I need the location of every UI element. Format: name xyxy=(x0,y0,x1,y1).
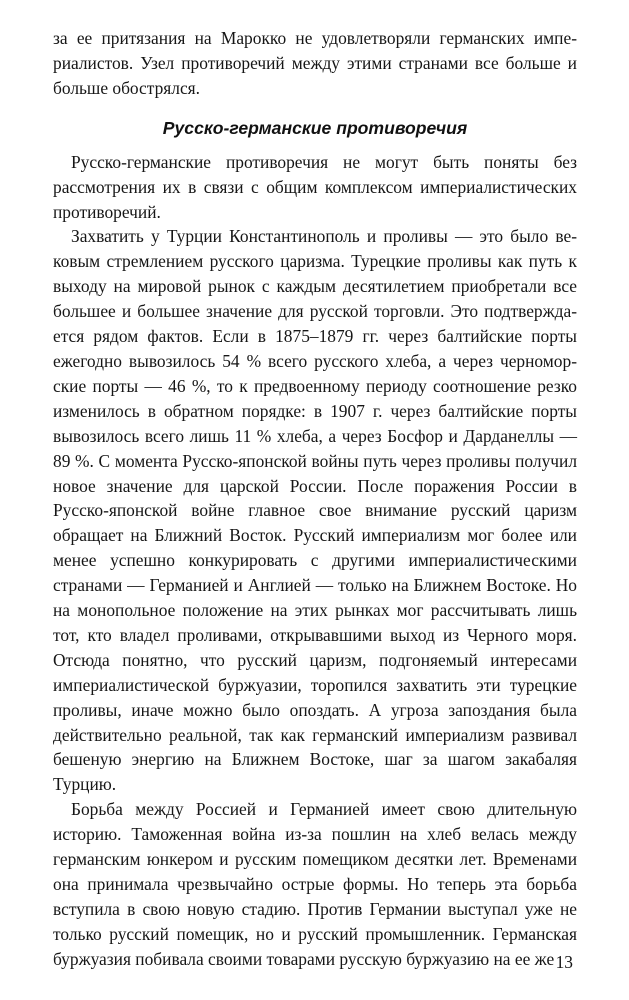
paragraph-struggle: Борьба между Россией и Германией имеет свою длительную историю. Таможенная война из-за пошлин на хлеб велась между германским юнкером и русским помещиком десятки лет. Временами она принимала чрезвычайно острые формы. Но теперь эта борьба вступила в свою новую стадию. Против Германии выступал уже не только русский помещик, но и русский промышленник. Германская буржуазия побивала своими товарами русскую буржуазию на ее же xyxy=(53,799,577,969)
paragraph-intro: Русско-германские противоречия не могут быть поняты без рассмотрения их в связи с общим комплексом империалистических противоречий. xyxy=(53,151,577,222)
section-heading: Русско-германские противоречия xyxy=(162,117,468,138)
paragraph-continuation: за ее притязания на Марокко не удовлетворяли германских империалистов. Узел противоречий между этими странами все больше и больше обострялся. xyxy=(53,28,577,98)
paragraph-straits: Захватить у Турции Константинополь и проливы — это было вековым стремлением русского царизма. Турецкие проливы как путь к выходу на мировой рынок с каждым десятилетием приобретали все большее и большее значение для русской торговли. Это подтверждается рядом фактов. Если в 1875–1879 гг. через балтийские порты ежегодно вывозилось 54 % всего русского хлеба, а через черноморские порты — 46 %, то к предвоенному периоду соотношение резко изменилось в обратном порядке: в 1907 г. через балтийские порты вывозилось всего лишь 11 % хлеба, а через Босфор и Дарданеллы — 89 %. С момента Русско-японской войны путь через проливы получил новое значение для царской России. После поражения России в Русско-японской войне главное свое внимание русский царизм обращает на Ближний Восток. Русский империализм мог более или менее успешно конкурировать с другими империалистическими странами — Германией и Англией — только на Ближнем Востоке. Но на монопольное положение на этих рынках мог рассчитывать лишь тот, кто владел проливами, открывавшими выход из Черного моря. Отсюда понятно, что русский царизм, подгоняемый интересами империалистической буржуазии, торопился захватить эти турецкие проливы, иначе можно было опоздать. А угроза запоздания была действительно реальной, так как германский империализм развивал бешеную энергию на Ближнем Востоке, шаг за шагом закабаляя Турцию. xyxy=(53,226,577,795)
page-number: 13 xyxy=(555,952,573,972)
